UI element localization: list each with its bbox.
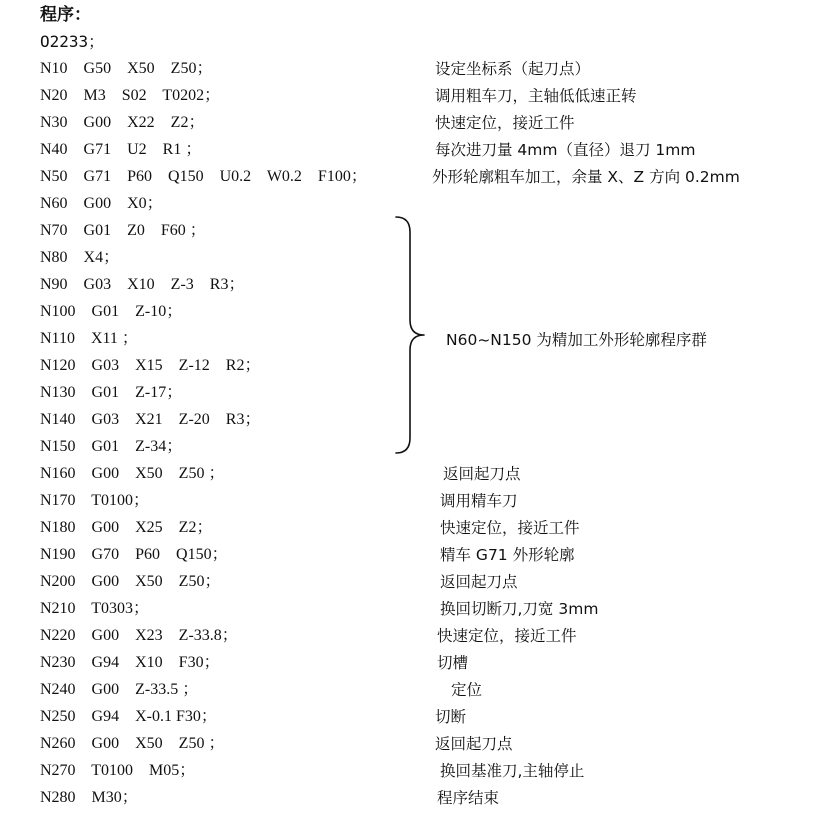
code-comment: 返回起刀点 bbox=[440, 573, 518, 591]
code-line: N280 M30； bbox=[40, 789, 138, 806]
document-heading: 程序： bbox=[40, 5, 91, 25]
code-line: N90 G03 X10 Z-3 R3； bbox=[40, 276, 245, 293]
code-line: N140 G03 X21 Z-20 R3； bbox=[40, 411, 261, 428]
code-line: N170 T0100； bbox=[40, 492, 150, 509]
code-comment: 换回切断刀,刀宽 3mm bbox=[440, 600, 599, 618]
code-comment: 换回基准刀,主轴停止 bbox=[440, 762, 585, 780]
code-comment: 调用粗车刀，主轴低低速正转 bbox=[435, 87, 637, 105]
code-comment: 定位 bbox=[451, 681, 483, 699]
code-line: N150 G01 Z-34； bbox=[40, 438, 183, 455]
code-line: N100 G01 Z-10； bbox=[40, 303, 183, 320]
code-line: N110 X11 ； bbox=[40, 330, 138, 347]
code-comment: 返回起刀点 bbox=[435, 735, 513, 753]
code-line: N210 T0303； bbox=[40, 600, 150, 617]
code-line: N120 G03 X15 Z-12 R2； bbox=[40, 357, 261, 374]
code-comment: 精车 G71 外形轮廓 bbox=[440, 546, 575, 564]
code-line: N250 G94 X-0.1 F30； bbox=[40, 708, 217, 725]
code-comment: 返回起刀点 bbox=[443, 465, 521, 483]
code-comment: 快速定位，接近工件 bbox=[440, 519, 580, 537]
brace-label: N60~N150 为精加工外形轮廓程序群 bbox=[446, 331, 707, 349]
code-line: N30 G00 X22 Z2； bbox=[40, 114, 205, 131]
code-line: N180 G00 X25 Z2； bbox=[40, 519, 213, 536]
code-line: N40 G71 U2 R1 ； bbox=[40, 141, 202, 158]
code-line: N220 G00 X23 Z-33.8； bbox=[40, 627, 238, 644]
code-line: N20 M3 S02 T0202； bbox=[40, 87, 221, 104]
code-comment: 程序结束 bbox=[437, 789, 500, 807]
code-line: N240 G00 Z-33.5 ； bbox=[40, 681, 199, 698]
code-line: N190 G70 P60 Q150； bbox=[40, 546, 228, 563]
code-line: N50 G71 P60 Q150 U0.2 W0.2 F100； bbox=[40, 168, 367, 185]
code-comment: 调用精车刀 bbox=[440, 492, 518, 510]
code-comment: 切槽 bbox=[437, 654, 469, 672]
code-line: N80 X4； bbox=[40, 249, 120, 266]
code-line: N60 G00 X0； bbox=[40, 195, 163, 212]
code-line: N10 G50 X50 Z50； bbox=[40, 60, 213, 77]
code-line: N130 G01 Z-17； bbox=[40, 384, 183, 401]
code-line: N160 G00 X50 Z50 ； bbox=[40, 465, 225, 482]
code-line: N260 G00 X50 Z50 ； bbox=[40, 735, 225, 752]
code-comment: 外形轮廓粗车加工，余量 X、Z 方向 0.2mm bbox=[432, 168, 740, 186]
code-line: N230 G94 X10 F30； bbox=[40, 654, 220, 671]
code-comment: 设定坐标系（起刀点） bbox=[435, 60, 591, 78]
code-line: N270 T0100 M05； bbox=[40, 762, 196, 779]
code-line: N200 G00 X50 Z50； bbox=[40, 573, 221, 590]
code-comment: 切断 bbox=[435, 708, 467, 726]
program-name: O2233； bbox=[40, 32, 105, 51]
code-comment: 快速定位，接近工件 bbox=[437, 627, 577, 645]
curly-brace-icon bbox=[394, 214, 434, 456]
code-comment: 每次进刀量 4mm（直径）退刀 1mm bbox=[435, 141, 696, 159]
code-comment: 快速定位，接近工件 bbox=[435, 114, 575, 132]
code-line: N70 G01 Z0 F60 ； bbox=[40, 222, 206, 239]
